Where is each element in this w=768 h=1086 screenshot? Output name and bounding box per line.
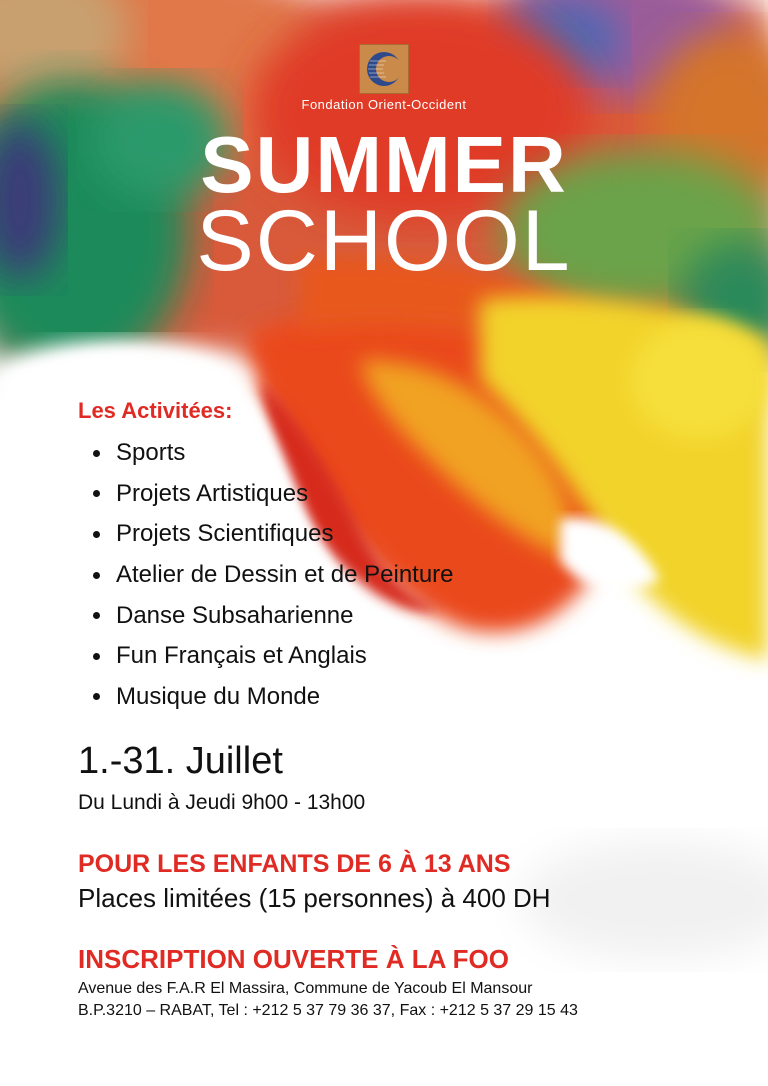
list-item [90,433,454,474]
bullet-icon [93,693,100,700]
list-item [90,474,454,515]
activity-label: Danse Subsaharienne [116,601,354,629]
bullet-icon [93,653,100,660]
schedule-hours: Du Lundi à Jeudi 9h00 - 13h00 [78,791,366,814]
age-range: POUR LES ENFANTS DE 6 À 13 ANS [78,850,511,878]
bullet-icon [93,450,100,457]
places-price: Places limitées (15 personnes) à 400 DH [78,883,551,913]
activity-label: Fun Français et Anglais [116,642,367,670]
bullet-icon [93,612,100,619]
list-item [90,636,454,677]
dates: 1.-31. Juillet [78,740,283,782]
bullet-icon [93,490,100,497]
activity-label: Projets Artistiques [116,479,309,507]
bullet-icon [93,572,100,579]
foundation-logo [359,44,409,94]
activity-label: Atelier de Dessin et de Peinture [116,561,454,589]
list-item [90,514,454,555]
list-item [90,555,454,596]
list-item [90,677,454,718]
title-school: SCHOOL [196,193,572,289]
foundation-name: Fondation Orient-Occident [301,97,467,112]
list-item [90,595,454,636]
title-summer: SUMMER [200,120,568,209]
activity-label: Projets Scientifiques [116,520,334,548]
activities-heading: Les Activitées: [78,398,233,423]
crescent-logo-icon [364,49,404,89]
bullet-icon [93,531,100,538]
activities-list [90,433,454,717]
registration-heading: INSCRIPTION OUVERTE À LA FOO [78,944,509,974]
address-line-2: B.P.3210 – RABAT, Tel : +212 5 37 79 36 37, Fax : +212 5 37 29 15 43 [78,1002,578,1019]
address-line-1: Avenue des F.A.R El Massira, Commune de Yacoub El Mansour [78,980,533,997]
activity-label: Musique du Monde [116,682,321,710]
activity-label: Sports [116,439,186,467]
